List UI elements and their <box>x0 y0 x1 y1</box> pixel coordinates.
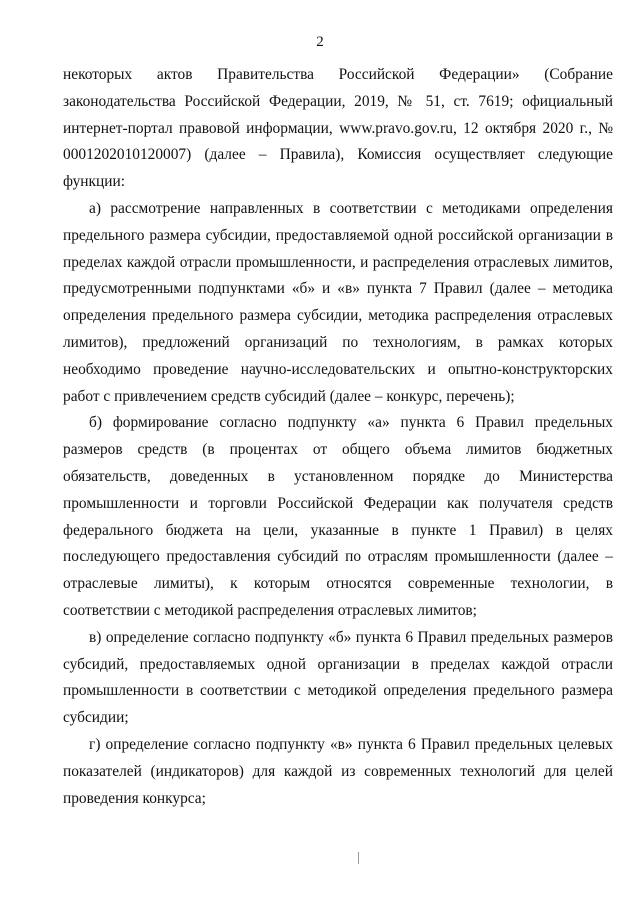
page-number: 2 <box>316 34 324 50</box>
paragraph-item-b: б) формирование согласно подпункту «а» пункта 6 Правил предельных размеров средств (в процентах от общего объема лимитов бюджетных обязательств, доведенных в установленном порядке до Министерства промышленности и торговли Российской Федерации как получателя средств федерального бюджета на цели, указанные в пункте 1 Правил) в целях последующего предоставления субсидий по отраслям промышленности (далее – отраслевые лимиты), к которым относятся современные технологии, в соответствии с методикой распределения отраслевых лимитов; <box>63 414 613 619</box>
document-body <box>63 62 613 812</box>
paragraph-item-v: в) определение согласно подпункту «б» пункта 6 Правил предельных размеров субсидий, предоставляемых одной организации в пределах каждой отрасли промышленности в соответствии с методикой определения предельного размера субсидии; <box>63 628 613 727</box>
scan-artifact <box>358 852 359 864</box>
paragraph-item-g: г) определение согласно подпункту «в» пункта 6 Правил предельных целевых показателей (индикаторов) для каждой из современных технологий для целей проведения конкурса; <box>63 735 613 807</box>
paragraph-intro: некоторых актов Правительства Российской Федерации» (Собрание законодательства Российской Федерации, 2019, № 51, ст. 7619; официальный интернет-портал правовой информации, www.pravo.gov.ru, 12 октября 2020 г., № 0001202010120007) (далее – Правила), Комиссия осуществляет следующие функции: <box>63 66 613 191</box>
paragraph-item-a: а) рассмотрение направленных в соответствии с методиками определения предельного размера субсидии, предоставляемой одной российской организации в пределах каждой отрасли промышленности, и распределения отраслевых лимитов, предусмотренными подпунктами «б» и «в» пункта 7 Правил (далее – методика определения предельного размера субсидии, методика распределения отраслевых лимитов), предложений организаций по технологиям, в рамках которых необходимо проведение научно-исследовательских и опытно-конструкторских работ с привлечением средств субсидий (далее – конкурс, перечень); <box>63 199 613 405</box>
